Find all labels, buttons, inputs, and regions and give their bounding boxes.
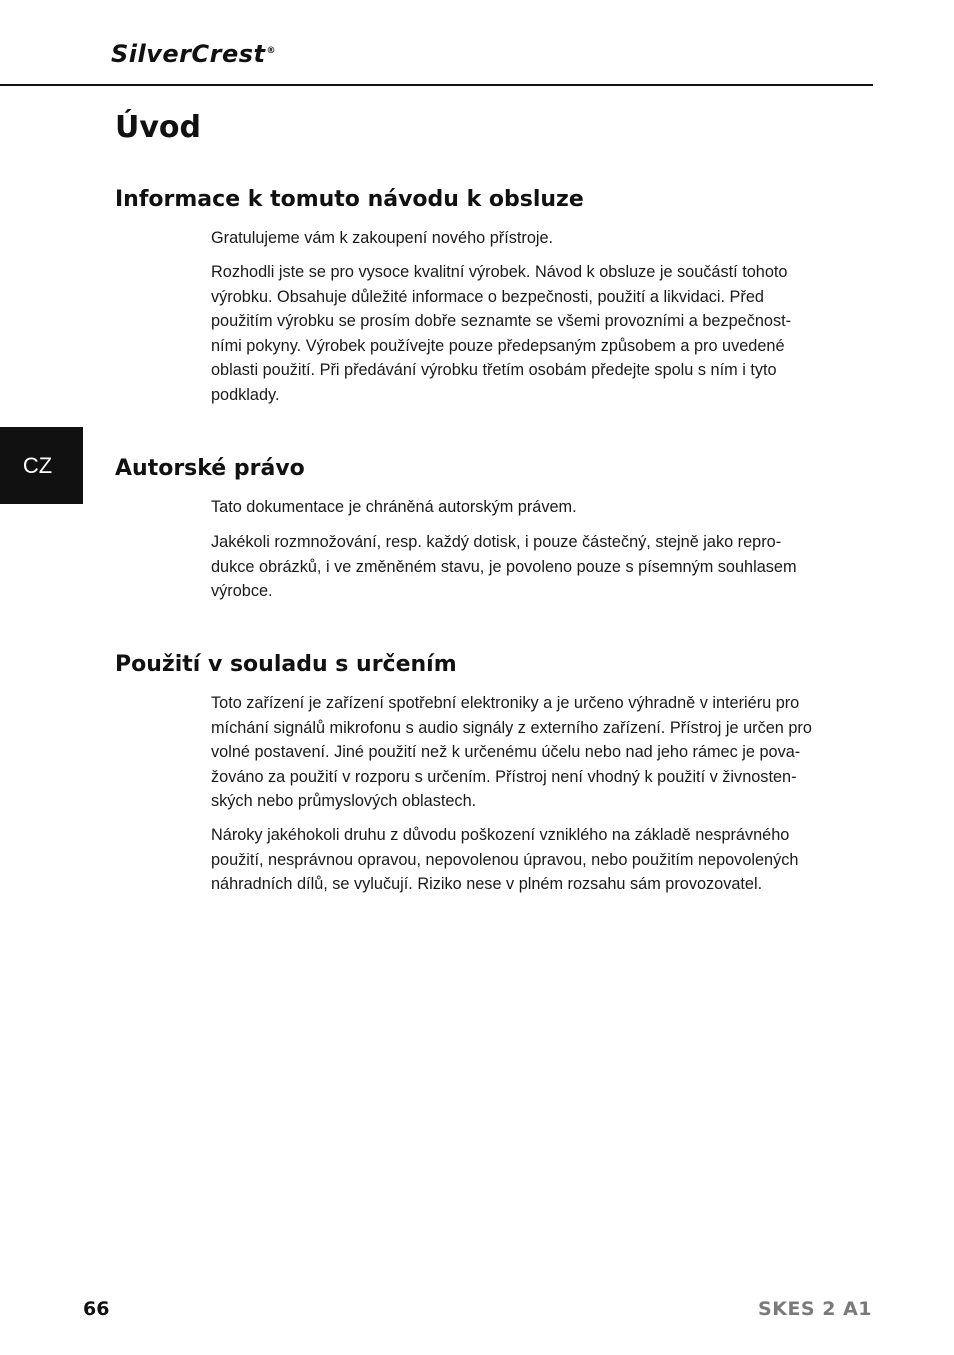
text-line: míchání signálů mikrofonu s audio signály z externího zařízení. Přístroj je určen pro — [211, 718, 812, 737]
section-heading-intended-use: Použití v souladu s určením — [115, 652, 457, 677]
text-line: volné postavení. Jiné použití než k určenému účelu nebo nad jeho rámec je pova- — [211, 743, 801, 762]
text-line: použití, nesprávnou opravou, nepovolenou úpravou, nebo použitím nepovolených — [211, 850, 799, 869]
text-line: výrobku. Obsahuje důležité informace o bezpečnosti, použití a likvidaci. Před — [211, 287, 764, 306]
text-line: ských nebo průmyslových oblastech. — [211, 792, 477, 811]
language-tab: CZ — [0, 427, 83, 504]
text-line: Jakékoli rozmnožování, resp. každý dotisk, i pouze částečný, stejně jako repro- — [211, 533, 782, 551]
brand-logo — [111, 40, 276, 68]
text-line: náhradních dílů, se vylučují. Riziko nese v plném rozsahu sám provozovatel. — [211, 875, 763, 894]
text-line: Nároky jakéhokoli druhu z důvodu poškození vzniklého na základě nesprávného — [211, 826, 790, 844]
text-line: dukce obrázků, i ve změněném stavu, je povoleno pouze s písemným souhlasem — [211, 557, 797, 576]
text-line: použitím výrobku se prosím dobře seznamte se všemi provozními a bezpečnost- — [211, 312, 792, 331]
page-title: Úvod — [115, 110, 202, 145]
paragraph — [211, 260, 841, 408]
section-heading-copyright: Autorské právo — [115, 456, 305, 481]
model-number: SKES 2 A1 — [758, 1298, 872, 1320]
text-line: Rozhodli jste se pro vysoce kvalitní výrobek. Návod k obsluze je součástí tohoto — [211, 263, 788, 281]
brand-name: SilverCrest — [111, 40, 266, 68]
registered-mark: ® — [266, 46, 276, 56]
paragraph — [211, 530, 841, 604]
text-line: ními pokyny. Výrobek používejte pouze předepsaným způsobem a pro uvedené — [211, 336, 785, 355]
paragraph — [211, 691, 841, 814]
text-line: výrobce. — [211, 582, 273, 601]
paragraph — [211, 226, 841, 251]
text-line: Tato dokumentace je chráněná autorským právem. — [211, 498, 577, 516]
paragraph — [211, 495, 841, 520]
header-divider — [0, 84, 873, 86]
text-line: oblasti použití. Při předávání výrobku třetím osobám předejte spolu s ním i tyto — [211, 361, 777, 380]
text-line: podklady. — [211, 385, 280, 404]
page-number: 66 — [83, 1298, 110, 1320]
paragraph — [211, 823, 841, 897]
text-line: Toto zařízení je zařízení spotřební elektroniky a je určeno výhradně v interiéru pro — [211, 694, 800, 712]
text-line: žováno za použití v rozporu s určením. Přístroj není vhodný k použití v živnosten- — [211, 767, 797, 786]
section-heading-manual-info: Informace k tomuto návodu k obsluze — [115, 187, 584, 212]
text-line: Gratulujeme vám k zakoupení nového přístroje. — [211, 229, 554, 247]
